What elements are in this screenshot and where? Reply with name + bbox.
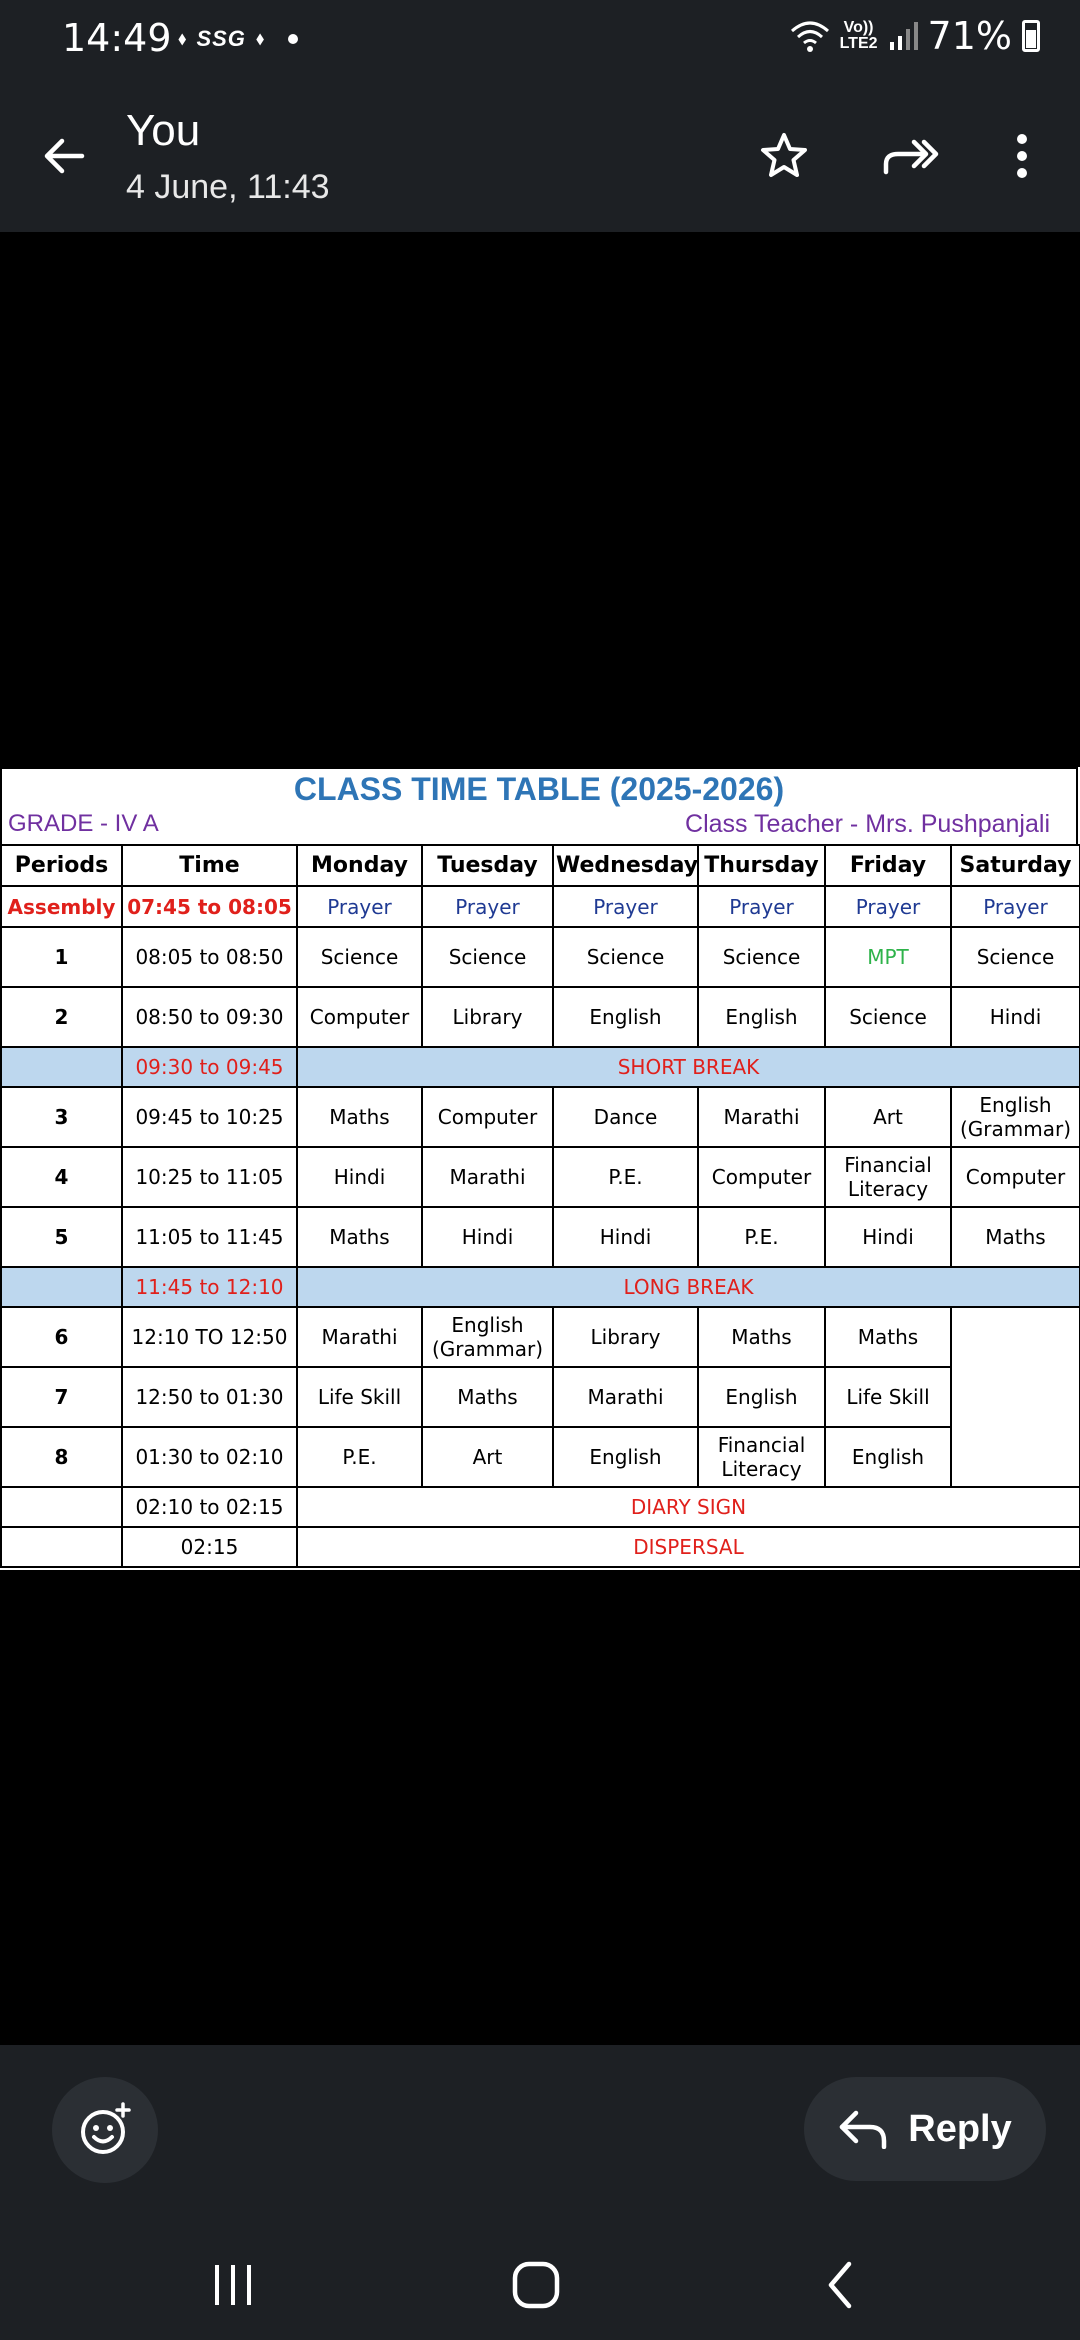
battery-icon [1022, 20, 1040, 52]
home-nav-button[interactable] [496, 2245, 576, 2325]
subject-cell: Financial Literacy [825, 1147, 951, 1207]
subject-cell: P.E. [297, 1427, 422, 1487]
subject-cell: Science [553, 927, 698, 987]
period-row [1, 1207, 1080, 1267]
column-header: Saturday [951, 845, 1080, 886]
column-header: Time [122, 845, 297, 886]
subject-cell: Science [698, 927, 825, 987]
timetable-grid [0, 844, 1080, 1568]
subject-cell: English [698, 987, 825, 1047]
assembly-row [1, 886, 1080, 927]
time-cell: 08:05 to 08:50 [122, 927, 297, 987]
add-reaction-icon [77, 2102, 133, 2158]
time-cell: 02:15 [122, 1527, 297, 1567]
signal-icon [888, 20, 918, 52]
reply-icon [838, 2109, 888, 2149]
period-row [1, 1087, 1080, 1147]
subject-cell: Science [951, 927, 1080, 987]
subject-cell: P.E. [698, 1207, 825, 1267]
time-cell: 10:25 to 11:05 [122, 1147, 297, 1207]
header-row [1, 845, 1080, 886]
subject-cell: Life Skill [297, 1367, 422, 1427]
period-cell: Assembly [1, 886, 122, 927]
diary-sign-label: DIARY SIGN [297, 1487, 1080, 1527]
subject-cell: Maths [951, 1207, 1080, 1267]
subject-cell: Marathi [422, 1147, 553, 1207]
subject-cell: Hindi [825, 1207, 951, 1267]
dispersal-label: DISPERSAL [297, 1527, 1080, 1567]
subject-cell: English (Grammar) [422, 1307, 553, 1367]
bottom-bar [0, 2045, 1080, 2340]
subject-cell: Hindi [951, 987, 1080, 1047]
subject-cell: Computer [698, 1147, 825, 1207]
subject-cell: English [553, 1427, 698, 1487]
period-cell [1, 1047, 122, 1087]
column-header: Periods [1, 845, 122, 886]
subject-cell: Library [553, 1307, 698, 1367]
subject-cell: Computer [951, 1147, 1080, 1207]
subject-cell: Science [422, 927, 553, 987]
period-cell: 6 [1, 1307, 122, 1367]
subject-cell: Science [297, 927, 422, 987]
subject-cell: Art [422, 1427, 553, 1487]
period-row [1, 927, 1080, 987]
timetable-subheader [0, 808, 1078, 844]
period-cell [1, 1527, 122, 1567]
subject-cell: Hindi [422, 1207, 553, 1267]
period-cell: 3 [1, 1087, 122, 1147]
star-icon [759, 131, 809, 181]
subject-cell: Prayer [951, 886, 1080, 927]
period-cell: 1 [1, 927, 122, 987]
time-cell: 01:30 to 02:10 [122, 1427, 297, 1487]
column-header: Wednesday [553, 845, 698, 886]
battery-percent: 71% [927, 14, 1012, 58]
column-header: Tuesday [422, 845, 553, 886]
back-nav-icon [823, 2260, 857, 2310]
column-header: Thursday [698, 845, 825, 886]
subject-cell: Marathi [297, 1307, 422, 1367]
forward-button[interactable] [878, 124, 942, 188]
subject-cell: Life Skill [825, 1367, 951, 1427]
break-label: SHORT BREAK [297, 1047, 1080, 1087]
reply-label: Reply [908, 2107, 1012, 2150]
reply-button[interactable] [804, 2077, 1046, 2181]
subject-cell: Dance [553, 1087, 698, 1147]
subject-cell: Prayer [825, 886, 951, 927]
long-break-row [1, 1267, 1080, 1307]
ssg-icon: SSG [196, 26, 246, 51]
back-arrow-icon [40, 132, 88, 180]
subject-cell: Maths [825, 1307, 951, 1367]
game-controller-icon: ⬪ [178, 22, 187, 55]
diary-sign-row [1, 1487, 1080, 1527]
subject-cell: Hindi [553, 1207, 698, 1267]
period-row [1, 1427, 1080, 1487]
back-nav-button[interactable] [800, 2245, 880, 2325]
subject-cell: Computer [297, 987, 422, 1047]
time-cell: 12:50 to 01:30 [122, 1367, 297, 1427]
time-cell: 09:45 to 10:25 [122, 1087, 297, 1147]
status-notification-icons [178, 22, 298, 56]
network-type-label: Vo)) LTE2 [839, 19, 878, 52]
period-cell [1, 1267, 122, 1307]
column-header: Monday [297, 845, 422, 886]
subject-cell: Marathi [553, 1367, 698, 1427]
break-label: LONG BREAK [297, 1267, 1080, 1307]
class-teacher-label: Class Teacher - Mrs. Pushpanjali [685, 810, 1050, 838]
time-cell: 11:05 to 11:45 [122, 1207, 297, 1267]
time-cell: 12:10 TO 12:50 [122, 1307, 297, 1367]
back-button[interactable] [32, 124, 96, 188]
period-row [1, 1147, 1080, 1207]
add-reaction-button[interactable] [52, 2077, 158, 2183]
status-time: 14:49 [62, 16, 172, 60]
time-cell: 08:50 to 09:30 [122, 987, 297, 1047]
period-row [1, 1367, 1080, 1427]
wifi-icon [790, 19, 830, 53]
subject-cell: Maths [422, 1367, 553, 1427]
period-cell: 7 [1, 1367, 122, 1427]
more-options-button[interactable] [990, 124, 1054, 188]
subject-cell: English [825, 1427, 951, 1487]
period-row [1, 1307, 1080, 1367]
dispersal-row [1, 1527, 1080, 1567]
empty-saturday-cell [951, 1307, 1080, 1487]
timetable-title: CLASS TIME TABLE (2025-2026) [0, 767, 1078, 808]
sender-name: You [126, 106, 201, 155]
game-controller-icon: ⬪ [255, 22, 265, 55]
time-cell: 09:30 to 09:45 [122, 1047, 297, 1087]
subject-cell: Maths [698, 1307, 825, 1367]
app-header [0, 80, 1080, 232]
subject-cell: English [553, 987, 698, 1047]
period-cell: 8 [1, 1427, 122, 1487]
period-cell: 5 [1, 1207, 122, 1267]
subject-cell: Prayer [297, 886, 422, 927]
subject-cell: Maths [297, 1207, 422, 1267]
subject-cell: MPT [825, 927, 951, 987]
period-cell: 4 [1, 1147, 122, 1207]
home-nav-icon [511, 2260, 561, 2310]
forward-icon [880, 134, 940, 178]
subject-cell: Prayer [698, 886, 825, 927]
recents-nav-icon [211, 2263, 255, 2307]
grade-label: GRADE - IV A [8, 810, 159, 837]
star-button[interactable] [752, 124, 816, 188]
more-vert-icon [1012, 131, 1032, 181]
time-cell: 07:45 to 08:05 [122, 886, 297, 927]
status-bar [0, 0, 1080, 80]
time-cell: 11:45 to 12:10 [122, 1267, 297, 1307]
subject-cell: Marathi [698, 1087, 825, 1147]
message-timestamp: 4 June, 11:43 [126, 168, 330, 206]
subject-cell: Hindi [297, 1147, 422, 1207]
subject-cell: Maths [297, 1087, 422, 1147]
subject-cell: Prayer [422, 886, 553, 927]
recents-nav-button[interactable] [193, 2245, 273, 2325]
subject-cell: Financial Literacy [698, 1427, 825, 1487]
column-header: Friday [825, 845, 951, 886]
period-row [1, 987, 1080, 1047]
subject-cell: Art [825, 1087, 951, 1147]
subject-cell: English (Grammar) [951, 1087, 1080, 1147]
subject-cell: Science [825, 987, 951, 1047]
time-cell: 02:10 to 02:15 [122, 1487, 297, 1527]
more-notifications-dot-icon [288, 34, 298, 44]
timetable-image[interactable] [0, 767, 1080, 1570]
period-cell: 2 [1, 987, 122, 1047]
period-cell [1, 1487, 122, 1527]
subject-cell: P.E. [553, 1147, 698, 1207]
subject-cell: Computer [422, 1087, 553, 1147]
subject-cell: English [698, 1367, 825, 1427]
subject-cell: Prayer [553, 886, 698, 927]
status-system-icons [790, 14, 1040, 58]
short-break-row [1, 1047, 1080, 1087]
subject-cell: Library [422, 987, 553, 1047]
